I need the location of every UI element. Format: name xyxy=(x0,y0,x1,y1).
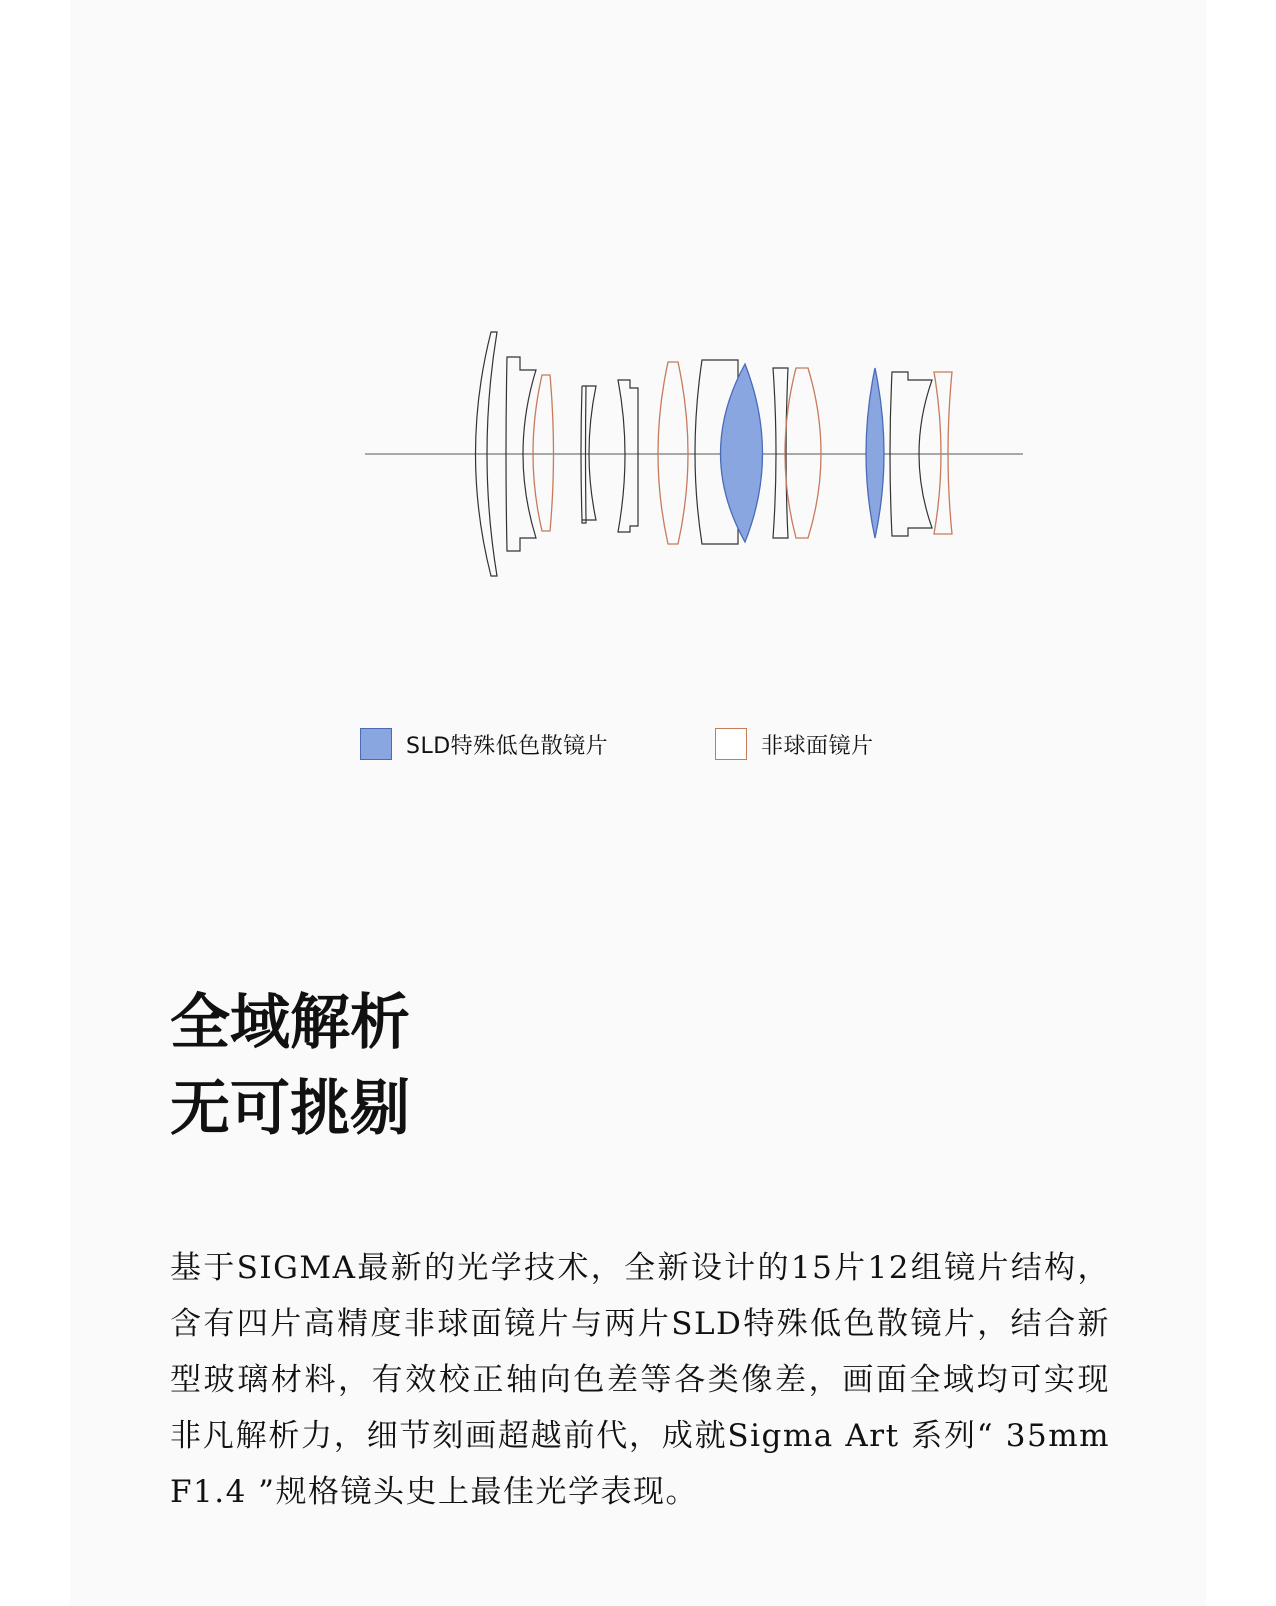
lens-element xyxy=(618,380,638,532)
headline-line-2: 无可挑剔 xyxy=(170,1074,410,1144)
headline-line-1: 全域解析 xyxy=(170,988,410,1058)
aspherical-lens xyxy=(785,368,821,538)
lens-construction-diagram xyxy=(360,320,1060,600)
aspherical-lens xyxy=(658,362,688,544)
headline xyxy=(170,980,410,1152)
sld-lens xyxy=(866,368,884,538)
aspherical-swatch xyxy=(715,728,747,760)
legend-label-sld: SLD特殊低色散镜片 xyxy=(406,733,609,759)
lens-element xyxy=(773,368,788,538)
aspherical-lens xyxy=(934,372,952,534)
aspherical-lens xyxy=(533,375,554,531)
legend-item-sld xyxy=(360,728,608,760)
legend-item-aspherical xyxy=(715,728,874,760)
sld-lens xyxy=(721,364,763,542)
sld-swatch xyxy=(360,728,392,760)
lens-element xyxy=(581,386,582,520)
legend-label-aspherical: 非球面镜片 xyxy=(761,733,874,759)
description-paragraph: 基于SIGMA最新的光学技术，全新设计的15片12组镜片结构，含有四片高精度非球面镜片与两片SLD特殊低色散镜片，结合新型玻璃材料，有效校正轴向色差等各类像差，画面全域均可实现非凡解析力，细节刻画超越前代，成就Sigma Art 系列“ 35mm F1.4 ”规格镜头史上最佳光学表现。 xyxy=(170,1250,1110,1510)
